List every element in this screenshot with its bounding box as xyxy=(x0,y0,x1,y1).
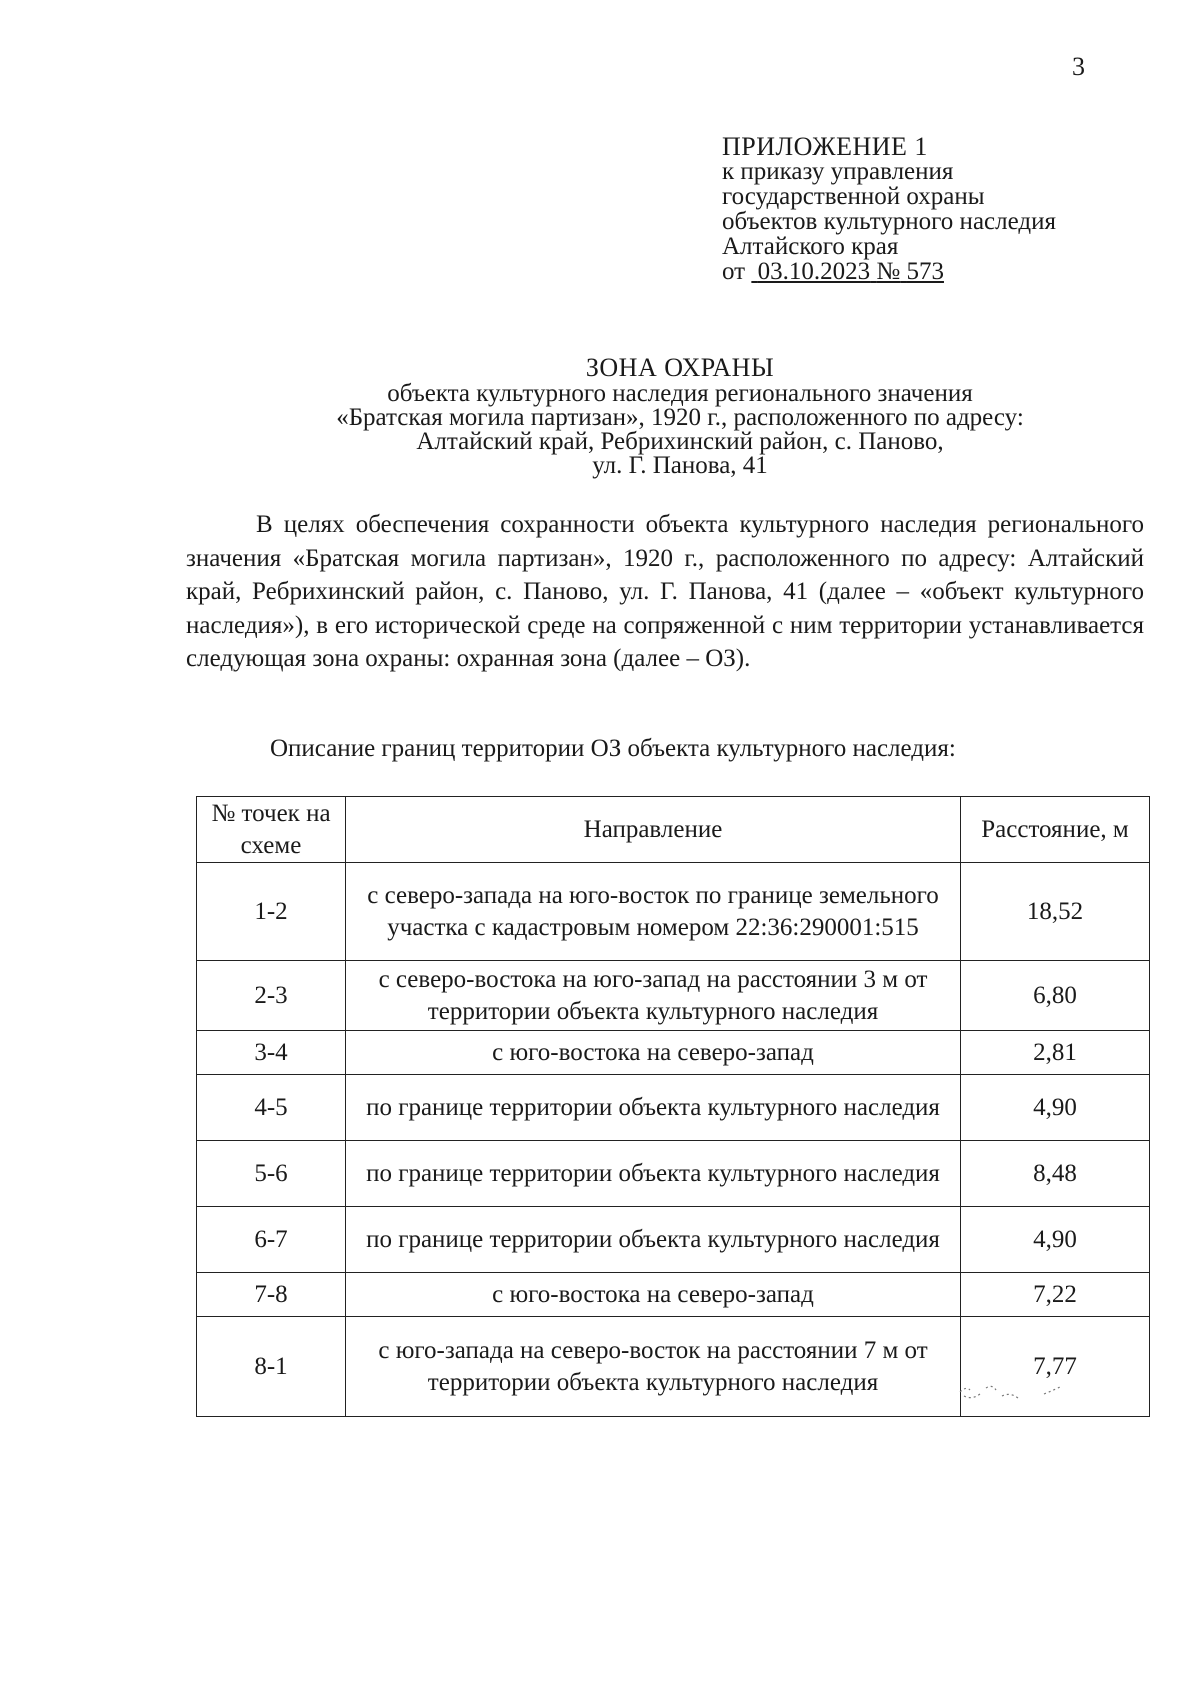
appendix-line: объектов культурного наследия xyxy=(722,208,1056,235)
appendix-title: ПРИЛОЖЕНИЕ 1 xyxy=(722,132,928,161)
header-distance: Расстояние, м xyxy=(961,797,1150,863)
body-paragraph xyxy=(186,508,1144,676)
appendix-line: Алтайского края xyxy=(722,233,899,260)
point-cell: 1-2 xyxy=(197,863,346,961)
distance-cell: 4,90 xyxy=(961,1075,1150,1141)
distance-cell: 4,90 xyxy=(961,1207,1150,1273)
date-prefix: от xyxy=(722,258,746,285)
table-row xyxy=(197,1141,1150,1207)
table-row xyxy=(197,1273,1150,1317)
point-cell: 5-6 xyxy=(197,1141,346,1207)
table-row xyxy=(197,1207,1150,1273)
signature-scribble-icon xyxy=(958,1366,1068,1402)
header-point: № точек на схеме xyxy=(197,797,346,863)
direction-cell: по границе территории объекта культурного наследия xyxy=(346,1207,961,1273)
heading-line: «Братская могила партизан», 1920 г., расположенного по адресу: xyxy=(336,404,1024,431)
point-cell: 7-8 xyxy=(197,1273,346,1317)
order-date-value: 03.10.2023 xyxy=(757,258,871,285)
page-number: 3 xyxy=(1072,52,1085,81)
table-caption: Описание границ территории ОЗ объекта культурного наследия: xyxy=(270,735,956,762)
direction-cell: по границе территории объекта культурного наследия xyxy=(346,1075,961,1141)
boundary-table xyxy=(196,796,1150,1417)
direction-cell: с северо-востока на юго-запад на расстоянии 3 м от территории объекта культурного наследия xyxy=(346,961,961,1031)
direction-cell: с юго-востока на северо-запад xyxy=(346,1031,961,1075)
distance-cell: 7,77 xyxy=(961,1317,1150,1417)
point-cell: 3-4 xyxy=(197,1031,346,1075)
distance-cell: 18,52 xyxy=(961,863,1150,961)
header-direction: Направление xyxy=(346,797,961,863)
table-row xyxy=(197,863,1150,961)
heading-line: ул. Г. Панова, 41 xyxy=(592,452,768,479)
point-cell: 2-3 xyxy=(197,961,346,1031)
distance-cell: 6,80 xyxy=(961,961,1150,1031)
distance-cell: 7,22 xyxy=(961,1273,1150,1317)
direction-cell: с юго-запада на северо-восток на расстоянии 7 м от территории объекта культурного наследия xyxy=(346,1317,961,1417)
point-cell: 6-7 xyxy=(197,1207,346,1273)
distance-cell: 2,81 xyxy=(961,1031,1150,1075)
appendix-line: государственной охраны xyxy=(722,183,985,210)
heading-title: ЗОНА ОХРАНЫ xyxy=(585,353,775,382)
order-date xyxy=(751,258,944,285)
table-row xyxy=(197,1075,1150,1141)
table-row xyxy=(197,961,1150,1031)
direction-cell: с северо-запада на юго-восток по границе земельного участка с кадастровым номером 22:36:290001:515 xyxy=(346,863,961,961)
point-cell: 4-5 xyxy=(197,1075,346,1141)
direction-cell: с юго-востока на северо-запад xyxy=(346,1273,961,1317)
body-paragraph-text: В целях обеспечения сохранности объекта культурного наследия регионального значения «Братская могила партизан», 1920 г., расположенного по адресу: Алтайский край, Ребрихинский район, с. Паново, ул. Г. Панова, 41 (далее – «объект культурного наследия»), в его исторической среде на сопряженной с ним территории устанавливается следующая зона охраны: охранная зона (далее – ОЗ). xyxy=(186,511,1144,672)
appendix-line: к приказу управления xyxy=(722,158,954,185)
heading-line: Алтайский край, Ребрихинский район, с. Паново, xyxy=(416,428,944,455)
appendix-block xyxy=(722,134,1056,284)
table-row xyxy=(197,1031,1150,1075)
heading-line: объекта культурного наследия регионального значения xyxy=(387,380,973,407)
point-cell: 8-1 xyxy=(197,1317,346,1417)
number-sign: № xyxy=(876,258,901,285)
order-number: 573 xyxy=(906,258,944,285)
direction-cell: по границе территории объекта культурного наследия xyxy=(346,1141,961,1207)
table-header-row xyxy=(197,797,1150,863)
distance-cell: 8,48 xyxy=(961,1141,1150,1207)
document-heading xyxy=(180,353,1180,479)
appendix-date-line xyxy=(722,259,1056,284)
